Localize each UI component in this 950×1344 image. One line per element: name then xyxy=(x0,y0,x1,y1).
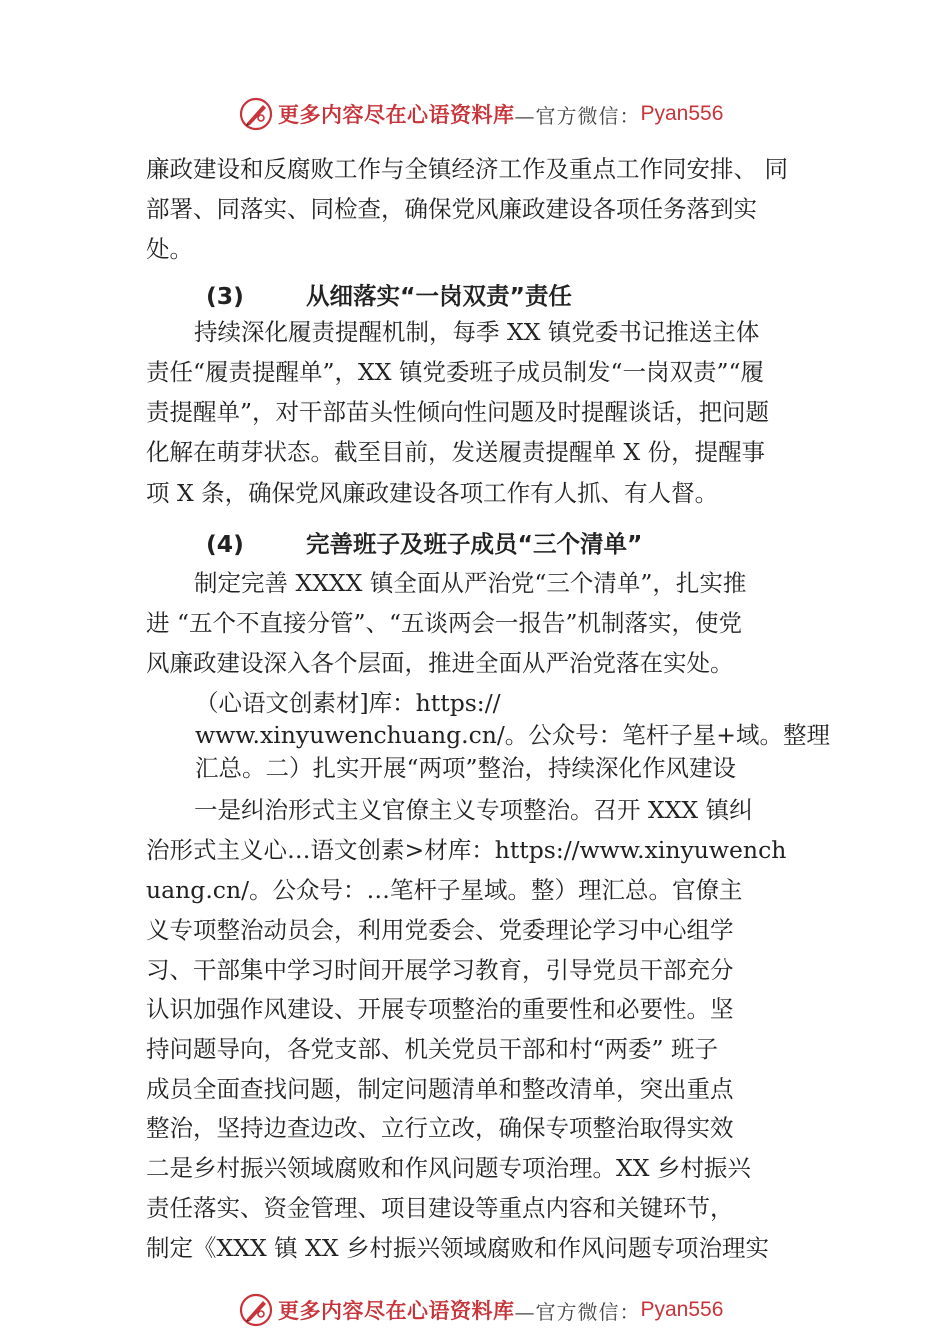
watermark-wechat-id: Pyan556 xyxy=(640,102,724,125)
pen-logo-icon xyxy=(238,1292,274,1328)
body-line: 制定《XXX 镇 XX 乡村振兴领域腐败和作风问题专项治理实 xyxy=(146,1234,770,1262)
body-line: 项 X 条，确保党风廉政建设各项工作有人抓、有人督。 xyxy=(146,479,719,507)
body-line: 责提醒单”，对干部苗头性倾向性问题及时提醒谈话，把问题 xyxy=(146,398,770,426)
body-line: 部署、同落实、同检查，确保党风廉政建设各项任务落到实 xyxy=(146,195,757,223)
body-line: 成员全面查找问题，制定问题清单和整改清单，突出重点 xyxy=(146,1075,734,1103)
body-line: 二是乡村振兴领域腐败和作风问题专项治理。XX 乡村振兴 xyxy=(146,1154,751,1182)
watermark-main-text: 更多内容尽在心语资料库 xyxy=(278,102,515,127)
section-heading: 从细落实“一岗双责”责任 xyxy=(306,282,572,310)
section-heading: 完善班子及班子成员“三个清单” xyxy=(306,530,643,558)
pen-logo-icon xyxy=(238,96,274,132)
source-note-line: （心语文创素材]库：https:// xyxy=(195,689,501,717)
body-line: 处。 xyxy=(146,235,193,263)
body-line: 风廉政建设深入各个层面，推进全面从严治党落在实处。 xyxy=(146,649,734,677)
watermark-wechat-id: Pyan556 xyxy=(640,1298,724,1321)
body-line: 化解在萌芽状态。截至目前，发送履责提醒单 X 份，提醒事 xyxy=(146,438,766,466)
body-line: 持问题导向，各党支部、机关党员干部和村“两委” 班子 xyxy=(146,1035,718,1063)
section-number: (3) xyxy=(206,282,244,310)
section-number: (4) xyxy=(206,530,244,558)
body-line: 整治，坚持边查边改、立行立改，确保专项整治取得实效 xyxy=(146,1114,734,1142)
watermark-main-text: 更多内容尽在心语资料库 xyxy=(278,1298,515,1323)
source-note-line: 汇总。二）扎实开展“两项”整治，持续深化作风建设 xyxy=(195,754,737,782)
body-line: 义专项整治动员会，利用党委会、党委理论学习中心组学 xyxy=(146,916,734,944)
footer-watermark xyxy=(238,1292,738,1328)
body-line: 制定完善 XXXX 镇全面从严治党“三个清单”，扎实推 xyxy=(194,569,747,597)
body-line: 认识加强作风建设、开展专项整治的重要性和必要性。坚 xyxy=(146,995,734,1023)
body-line: uang.cn/。公众号：…笔杆子星域。整）理汇总。官僚主 xyxy=(146,876,743,904)
source-note-line: www.xinyuwenchuang.cn/。公众号：笔杆子星+域。整理 xyxy=(195,721,830,749)
body-line: 廉政建设和反腐败工作与全镇经济工作及重点工作同安排、 同 xyxy=(146,155,788,183)
watermark-dash-text: —官方微信： xyxy=(514,103,641,128)
body-line: 责任落实、资金管理、项目建设等重点内容和关键环节， xyxy=(146,1194,734,1222)
body-line: 治形式主义心…语文创素>材库：https://www.xinyuwench xyxy=(146,836,787,864)
body-line: 进 “五个不直接分管”、“五谈两会一报告”机制落实，使党 xyxy=(146,609,743,637)
body-line: 持续深化履责提醒机制，每季 XX 镇党委书记推送主体 xyxy=(194,318,760,346)
body-line: 责任“履责提醒单”，XX 镇党委班子成员制发“一岗双责”“履 xyxy=(146,358,764,386)
header-watermark xyxy=(238,96,738,132)
watermark-dash-text: —官方微信： xyxy=(514,1299,641,1324)
body-line: 习、干部集中学习时间开展学习教育，引导党员干部充分 xyxy=(146,956,734,984)
body-line: 一是纠治形式主义官僚主义专项整治。召开 XXX 镇纠 xyxy=(194,796,753,824)
